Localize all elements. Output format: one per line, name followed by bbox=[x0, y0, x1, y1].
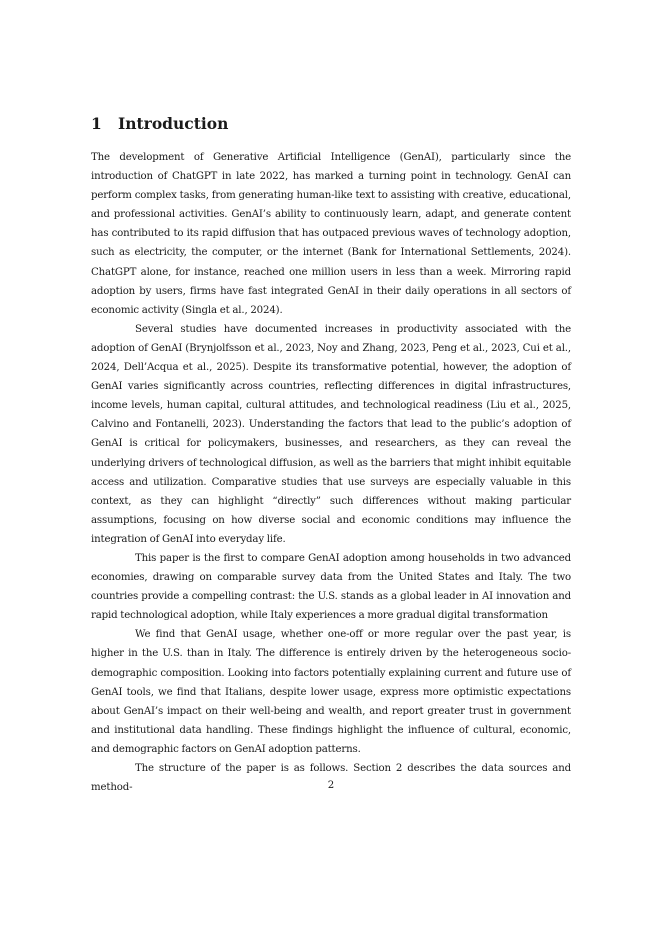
paragraph: Several studies have documented increases in productivity associated with the adoption of GenAI (Brynjolfsson et al., 2023, Noy and Zhang, 2023, Peng et al., 2023, Cui et al., 2024, Dell’Acqua et al., 2025). Despite its transformative potential, however, the adoption of GenAI varies significantly across countries, reflecting differences in digital infrastructures, income levels, human capital, cultural attitudes, and technological readiness (Liu et al., 2025, Calvino and Fontanelli, 2023). Understanding the factors that lead to the public’s adoption of GenAI is critical for policymakers, businesses, and researchers, as they can reveal the underlying drivers of technological diffusion, as well as the barriers that might inhibit equitable access and utilization. Comparative studies that use surveys are especially valuable in this context, as they can highlight “directly” such differences without making particular assumptions, focusing on how diverse social and economic conditions may influence the integration of GenAI into everyday life. bbox=[91, 323, 571, 545]
page-number: 2 bbox=[327, 780, 335, 791]
section-number: 1 bbox=[91, 114, 102, 133]
paragraph: This paper is the first to compare GenAI adoption among households in two advanced economies, drawing on comparable survey data from the United States and Italy. The two countries provide a compelling contrast: the U.S. stands as a global leader in AI innovation and rapid technological adoption, while Italy experiences a more gradual digital transformation bbox=[91, 552, 571, 622]
paragraph: The development of Generative Artificial Intelligence (GenAI), particularly since the introduction of ChatGPT in late 2022, has marked a turning point in technology. GenAI can perform complex tasks, from generating human-like text to assisting with creative, educational, and professional activities. GenAI’s ability to continuously learn, adapt, and generate content has contributed to its rapid diffusion that has outpaced previous waves of technology adoption, such as electricity, the computer, or the internet (Bank for International Settlements, 2024). ChatGPT alone, for instance, reached one million users in less than a week. Mirroring rapid adoption by users, firms have fast integrated GenAI in their daily operations in all sectors of economic activity (Singla et al., 2024). bbox=[91, 152, 571, 316]
section-title: Introduction bbox=[118, 114, 229, 133]
paragraph: The structure of the paper is as follows. Section 2 describes the data sources and method- bbox=[91, 763, 571, 794]
section-heading bbox=[91, 114, 228, 133]
body-text bbox=[91, 148, 571, 797]
paragraph: We find that GenAI usage, whether one-off or more regular over the past year, is higher in the U.S. than in Italy. The difference is entirely driven by the heterogeneous socio-demographic composition. Looking into factors potentially explaining current and future use of GenAI tools, we find that Italians, despite lower usage, express more optimistic expectations about GenAI’s impact on their well-being and wealth, and report greater trust in government and institutional data handling. These findings highlight the influence of cultural, economic, and demographic factors on GenAI adoption patterns. bbox=[91, 629, 571, 755]
